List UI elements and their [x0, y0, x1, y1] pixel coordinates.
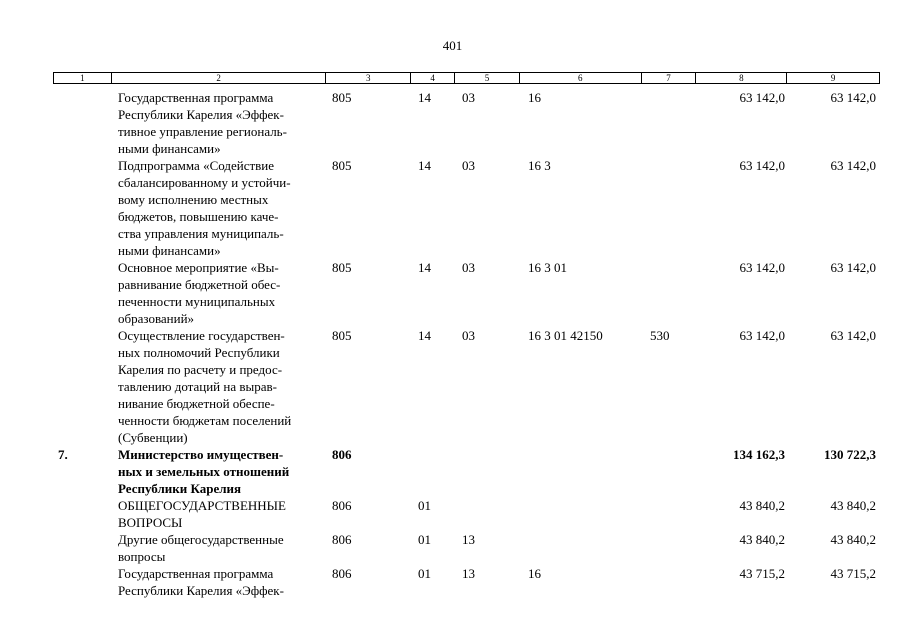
- header-col-8: 8: [696, 73, 787, 83]
- cell-target-article: 16 3: [528, 158, 551, 173]
- table-body: [0, 89, 905, 599]
- row-name: [118, 531, 328, 565]
- cell-amount-2: 63 142,0: [830, 328, 876, 343]
- cell-subsection: 03: [462, 328, 475, 343]
- table-header-row: [53, 72, 880, 84]
- row-name-line: равнивание бюджетной обес-: [118, 277, 281, 292]
- cell-subsection: 03: [462, 90, 475, 105]
- row-name-line: ных полномочий Республики: [118, 345, 280, 360]
- cell-ministry-code: 806: [332, 566, 352, 581]
- cell-section: 14: [418, 90, 431, 105]
- cell-amount-2: 63 142,0: [830, 158, 876, 173]
- row-name-line: сбалансированному и устойчи-: [118, 175, 291, 190]
- cell-ministry-code: 805: [332, 328, 352, 343]
- header-col-9: 9: [830, 73, 836, 83]
- row-name: [118, 446, 328, 497]
- table-row: [0, 157, 905, 259]
- cell-section: 14: [418, 328, 431, 343]
- cell-amount-1: 63 142,0: [739, 90, 785, 105]
- cell-ministry-code: 806: [332, 532, 352, 547]
- cell-amount-2: 63 142,0: [830, 90, 876, 105]
- cell-ministry-code: 806: [332, 447, 352, 462]
- row-name-line: Карелия по расчету и предос-: [118, 362, 283, 377]
- cell-amount-1: 43 840,2: [739, 498, 785, 513]
- header-col-5: 5: [455, 73, 520, 83]
- header-col-3: 3: [326, 73, 411, 83]
- row-name: [118, 89, 328, 157]
- row-name-line: нивание бюджетной обеспе-: [118, 396, 275, 411]
- cell-subsection: 13: [462, 532, 475, 547]
- row-name: [118, 157, 328, 259]
- row-name: [118, 259, 328, 327]
- row-name-line: ства управления муниципаль-: [118, 226, 284, 241]
- cell-section: 01: [418, 532, 431, 547]
- table-row: [0, 531, 905, 565]
- cell-ministry-code: 805: [332, 90, 352, 105]
- row-name-line: ных и земельных отношений: [118, 464, 290, 479]
- cell-subsection: 03: [462, 158, 475, 173]
- table-row: [0, 446, 905, 497]
- row-name-line: ченности бюджетам поселений: [118, 413, 292, 428]
- row-name-line: Осуществление государствен-: [118, 328, 285, 343]
- cell-amount-2: 63 142,0: [830, 260, 876, 275]
- row-name: [118, 327, 328, 446]
- table-row: [0, 89, 905, 157]
- row-name: [118, 565, 328, 599]
- cell-amount-2: 130 722,3: [824, 447, 876, 462]
- cell-section: 01: [418, 498, 431, 513]
- cell-section: 14: [418, 158, 431, 173]
- row-name-line: Основное мероприятие «Вы-: [118, 260, 279, 275]
- row-name-line: Республики Карелия «Эффек-: [118, 583, 284, 598]
- cell-ministry-code: 805: [332, 260, 352, 275]
- cell-ministry-code: 806: [332, 498, 352, 513]
- row-name-line: ными финансами»: [118, 243, 221, 258]
- cell-expense-type: 530: [650, 328, 670, 343]
- cell-section: 14: [418, 260, 431, 275]
- cell-subsection: 13: [462, 566, 475, 581]
- cell-amount-1: 43 840,2: [739, 532, 785, 547]
- cell-section: 01: [418, 566, 431, 581]
- cell-target-article: 16: [528, 566, 541, 581]
- page-number: 401: [442, 38, 463, 53]
- cell-amount-1: 63 142,0: [739, 260, 785, 275]
- row-name-line: вому исполнению местных: [118, 192, 269, 207]
- cell-amount-2: 43 840,2: [830, 498, 876, 513]
- table-row: [0, 259, 905, 327]
- cell-amount-1: 134 162,3: [733, 447, 785, 462]
- table-row: [0, 327, 905, 446]
- row-name-line: тавлению дотаций на вырав-: [118, 379, 277, 394]
- row-name-line: тивное управление региональ-: [118, 124, 287, 139]
- table-row: [0, 497, 905, 531]
- cell-ministry-code: 805: [332, 158, 352, 173]
- row-name-line: ными финансами»: [118, 141, 221, 156]
- table-row: [0, 565, 905, 599]
- cell-target-article: 16 3 01: [528, 260, 567, 275]
- cell-amount-2: 43 715,2: [830, 566, 876, 581]
- row-name-line: вопросы: [118, 549, 166, 564]
- row-name-line: бюджетов, повышению каче-: [118, 209, 279, 224]
- row-name-line: Государственная программа: [118, 566, 274, 581]
- cell-amount-1: 63 142,0: [739, 158, 785, 173]
- row-name-line: ОБЩЕГОСУДАРСТВЕННЫЕ: [118, 498, 286, 513]
- header-col-7: 7: [642, 73, 697, 83]
- header-col-1: 1: [54, 73, 112, 83]
- row-name-line: Подпрограмма «Содействие: [118, 158, 275, 173]
- row-name-line: Республики Карелия «Эффек-: [118, 107, 284, 122]
- row-name-line: Другие общегосударственные: [118, 532, 284, 547]
- header-col-4: 4: [411, 73, 455, 83]
- header-col-2: 2: [112, 73, 326, 83]
- row-number: 7.: [58, 447, 68, 462]
- cell-target-article: 16 3 01 42150: [528, 328, 603, 343]
- row-name-line: образований»: [118, 311, 195, 326]
- cell-amount-1: 43 715,2: [739, 566, 785, 581]
- cell-subsection: 03: [462, 260, 475, 275]
- cell-amount-1: 63 142,0: [739, 328, 785, 343]
- row-name-line: Министерство имуществен-: [118, 447, 284, 462]
- row-name-line: Государственная программа: [118, 90, 274, 105]
- row-name-line: (Субвенции): [118, 430, 188, 445]
- header-col-6: 6: [520, 73, 642, 83]
- row-name: [118, 497, 328, 531]
- row-name-line: ВОПРОСЫ: [118, 515, 183, 530]
- row-name-line: печенности муниципальных: [118, 294, 276, 309]
- cell-amount-2: 43 840,2: [830, 532, 876, 547]
- cell-target-article: 16: [528, 90, 541, 105]
- row-name-line: Республики Карелия: [118, 481, 242, 496]
